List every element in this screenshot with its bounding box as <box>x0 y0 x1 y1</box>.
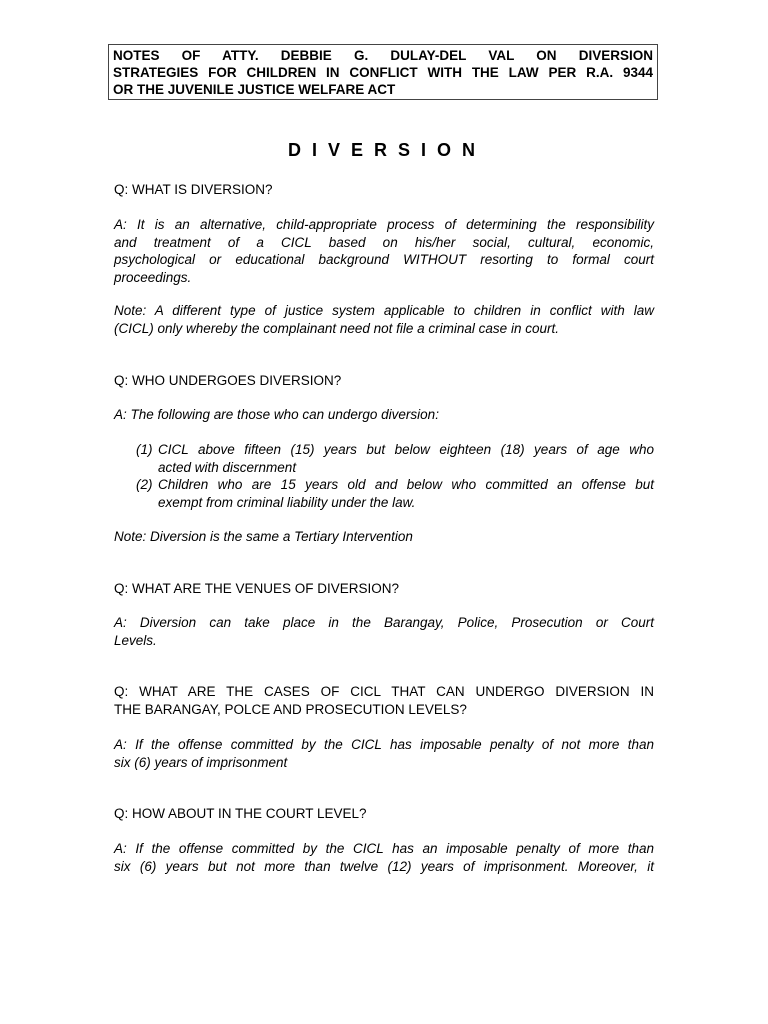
header-box <box>108 44 658 100</box>
note-tertiary-intervention <box>114 528 654 546</box>
answer-line: six (6) years of imprisonment <box>114 754 288 770</box>
question-text: Q: WHO UNDERGOES DIVERSION? <box>114 373 342 388</box>
list-item-2 <box>136 476 654 511</box>
question-text: Q: WHAT IS DIVERSION? <box>114 182 273 197</box>
question-text: Q: WHAT ARE THE VENUES OF DIVERSION? <box>114 581 400 596</box>
answer-line: proceedings. <box>114 269 192 285</box>
list-line: acted with discernment <box>158 459 297 475</box>
question-line: Q: WHAT ARE THE CASES OF CICL THAT CAN UNDERGO DIVERSION IN <box>114 684 654 699</box>
answer-line: A: If the offense committed by the CICL has imposable penalty of not more than <box>114 737 654 752</box>
note-line: (CICL) only whereby the complainant need not file a criminal case in court. <box>114 320 559 336</box>
note-line: Note: Diversion is the same a Tertiary Intervention <box>114 529 413 544</box>
answer-line: psychological or educational background WITHOUT resorting to formal court <box>114 252 654 267</box>
header-line-3: OR THE JUVENILE JUSTICE WELFARE ACT <box>113 82 396 97</box>
note-justice-system <box>114 302 654 337</box>
list-number: (1) <box>136 442 153 457</box>
answer-line: A: Diversion can take place in the Barangay, Police, Prosecution or Court <box>114 615 654 630</box>
answer-cases-barangay <box>114 736 654 771</box>
header-line-2: STRATEGIES FOR CHILDREN IN CONFLICT WITH THE LAW PER R.A. 9344 <box>113 65 653 80</box>
answer-venues <box>114 614 654 649</box>
document-title: DIVERSION <box>287 140 487 160</box>
note-line: Note: A different type of justice system applicable to children in conflict with law <box>114 303 654 318</box>
question-what-is-diversion <box>114 181 654 199</box>
list-line: CICL above fifteen (15) years but below eighteen (18) years of age who <box>158 442 654 457</box>
answer-line: A: If the offense committed by the CICL has an imposable penalty of more than <box>114 841 654 856</box>
answer-line: A: The following are those who can undergo diversion: <box>114 407 439 422</box>
answer-line: A: It is an alternative, child-appropriate process of determining the responsibility <box>114 217 654 232</box>
question-line: THE BARANGAY, POLCE AND PROSECUTION LEVELS? <box>114 701 467 717</box>
question-court-level <box>114 805 654 823</box>
list-item-1 <box>136 441 654 476</box>
answer-what-is-diversion <box>114 216 654 286</box>
header-line-1: NOTES OF ATTY. DEBBIE G. DULAY-DEL VAL ON DIVERSION <box>113 48 653 63</box>
list-line: exempt from criminal liability under the law. <box>158 494 416 510</box>
list-number: (2) <box>136 477 153 492</box>
answer-court-level <box>114 840 654 875</box>
question-venues <box>114 580 654 598</box>
list-line: Children who are 15 years old and below who committed an offense but <box>158 477 654 492</box>
answer-line: six (6) years but not more than twelve (12) years of imprisonment. Moreover, it <box>114 858 654 874</box>
answer-line: and treatment of a CICL based on his/her social, cultural, economic, <box>114 234 654 250</box>
question-who-undergoes <box>114 372 654 390</box>
answer-line: Levels. <box>114 632 157 648</box>
answer-who-undergoes <box>114 406 654 424</box>
question-cases-barangay <box>114 683 654 718</box>
question-text: Q: HOW ABOUT IN THE COURT LEVEL? <box>114 806 367 821</box>
